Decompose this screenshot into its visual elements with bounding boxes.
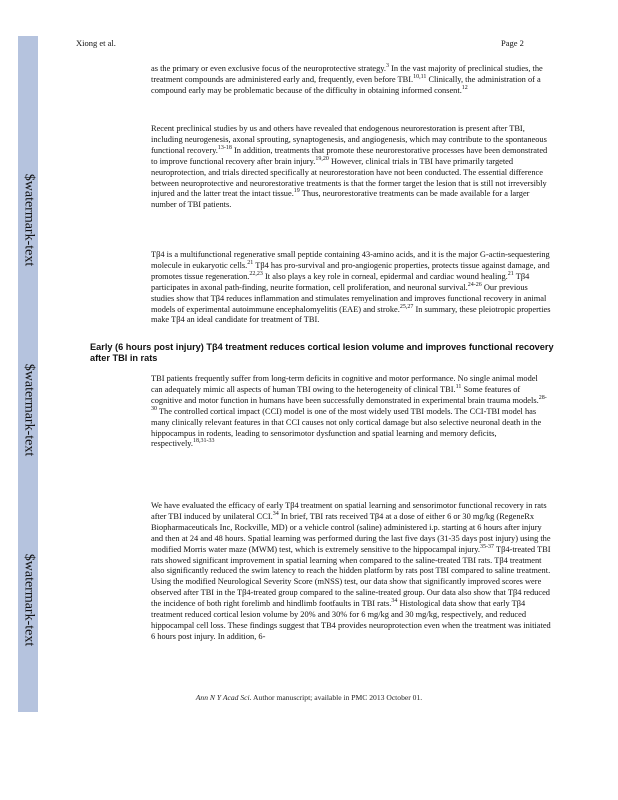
citation-ref: 19,20 <box>315 155 329 162</box>
journal-name: Ann N Y Acad Sci <box>195 693 250 702</box>
text-run: Tβ4 participates in axonal path-finding, neurite formation, cell proliferation, and neuronal survival. <box>151 271 530 292</box>
citation-ref: 10,11 <box>413 74 427 81</box>
watermark-label: $watermark-text <box>21 553 37 647</box>
citation-ref: 35-37 <box>480 543 495 550</box>
text-run: In summary, these pleiotropic properties make Tβ4 an ideal candidate for treatment of TBI. <box>151 304 551 325</box>
citation-ref: 22,23 <box>249 271 263 278</box>
footer-note: . Author manuscript; available in PMC 2013 October 01. <box>249 693 423 702</box>
text-run: In brief, TBI rats received Tβ4 at a dose of either 6 or 30 mg/kg (RegeneRx Biopharmaceuticals Inc, Rockville, MD) or a vehicle control (saline) administered i.p. starting at 6 hours after injury and then at 24 and 48 hours. Spatial learning was performed during the last five days (31-35 days post injury) using the modified Morris water maze (MWM) test, which is extremely sensitive to the hippocampal injury. <box>151 511 551 554</box>
text-run: We have evaluated the efficacy of early Tβ4 treatment on spatial learning and sensorimotor functional recovery in rats after TBI induced by unilateral CCI. <box>151 501 547 521</box>
text-run: Thus, neurorestorative treatments can be made available for a larger number of TBI patients. <box>151 189 530 210</box>
text-run: In the vast majority of preclinical studies, the treatment compounds are administered early and, frequently, even before TBI. <box>151 64 543 84</box>
paragraph <box>151 64 551 97</box>
text-run: Recent preclinical studies by us and others have revealed that endogenous neurorestoration is present after TBI, including neurogenesis, axonal sprouting, synaptogenesis, and angiogenesis, which may contribute to the spontaneous functional recovery. <box>151 124 547 155</box>
citation-ref: 34 <box>272 511 279 518</box>
text-run: as the primary or even exclusive focus of the neuroprotective strategy. <box>151 64 387 73</box>
paragraph <box>151 124 551 211</box>
paragraph <box>151 250 551 326</box>
text-run: Tβ4-treated TBI rats showed significant improvement in spatial learning when compared to the saline-treated TBI rats. Tβ4 treatment also significantly reduced the swim latency to reach the hidden platform by rats post TBI compared to saline treatment. Using the modified Neurological Severity Score (mNSS) test, our data show that significantly improved scores were observed after TBI in the Tβ4-treated group compared to the saline-treated group. Our data also show that Tβ4 reduced the incidence of both right forelimb and hindlimb footfaults in TBI rats. <box>151 544 551 609</box>
citation-ref: 13-18 <box>217 145 232 152</box>
citation-ref: 11 <box>455 384 462 391</box>
citation-ref: 18,31-33 <box>193 438 215 445</box>
text-run: TBI patients frequently suffer from long-term deficits in cognitive and motor performance. No single animal model can adequately mimic all aspects of human TBI owing to the heterogeneity of clinical TBI. <box>151 374 538 394</box>
page-footer <box>0 693 618 702</box>
text-run: The controlled cortical impact (CCI) model is one of the most widely used TBI models. The CCI-TBI model has many clinically relevant features in that CCI causes not only cortical damage but also selective neuronal death in the hippocampus in rodents, leading to sensorimotor dysfunction and spatial learning and memory deficits, respectively. <box>151 406 542 449</box>
page-number: Page 2 <box>501 38 524 48</box>
citation-ref: 28-30 <box>151 395 547 412</box>
citation-ref: 24-26 <box>467 281 482 288</box>
citation-ref: 25,27 <box>399 303 414 310</box>
text-run: Some features of cognitive and motor function in humans have been successfully demonstrated in experimental brain trauma models. <box>151 384 539 405</box>
paragraph <box>151 501 551 643</box>
citation-ref: 21 <box>247 260 254 267</box>
citation-ref: 3 <box>386 63 390 70</box>
text-run: Tβ4 is a multifunctional regenerative small peptide containing 43-amino acids, and it is the major G-actin-sequestering molecule in eukaryotic cells. <box>151 250 550 270</box>
section-heading: Early (6 hours post injury) Tβ4 treatment reduces cortical lesion volume and improves functional recovery after TBI in rats <box>90 342 554 364</box>
text-run: Tβ4 has pro-survival and pro-angiogenic properties, protects tissue against damage, and promotes tissue regeneration. <box>151 260 550 281</box>
citation-ref: 19 <box>293 188 300 195</box>
text-run: Histological data show that early Tβ4 treatment reduced cortical lesion volume by 20% and 30% for 6 mg/kg and 30 mg/kg, respectively, and reduced hippocampal cell loss. These findings suggest that TB4 provides neuroprotection even when the treatment was initiated 6 hours post injury. In addition, 6- <box>151 599 551 641</box>
citation-ref: 12 <box>461 85 468 92</box>
text-run: Clinically, the administration of a compound early may be problematic because of the difficulty in obtaining informed consent. <box>151 74 541 95</box>
text-run: In addition, treatments that promote these neurorestorative processes have been demonstrated to improve functional recovery after brain injury. <box>151 145 548 166</box>
running-header-author: Xiong et al. <box>76 38 116 48</box>
watermark-label: $watermark-text <box>21 173 37 267</box>
text-run: Our previous studies show that Tβ4 reduces inflammation and stimulates remyelination and improves functional recovery in animal models of experimental autoimmune encephalomyelitis (EAE) and stroke. <box>151 282 547 314</box>
text-run: However, clinical trials in TBI have primarily targeted neuroprotection, and trials directed specifically at neurorestoration have not been conducted. The essential difference between neuroprotective and neurorestorative treatments is that the former target the lesion that is still not irreversibly injured and the latter treat the intact tissue. <box>151 156 547 199</box>
paragraph <box>151 374 551 450</box>
watermark-label: $watermark-text <box>21 363 37 457</box>
text-run: It also plays a key role in corneal, epidermal and cardiac wound healing. <box>262 271 508 281</box>
citation-ref: 34 <box>391 598 398 605</box>
citation-ref: 21 <box>507 271 514 278</box>
